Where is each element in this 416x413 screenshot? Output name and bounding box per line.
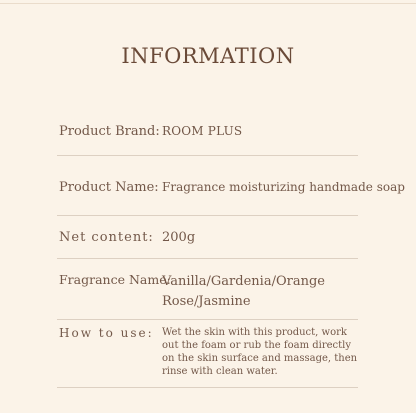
divider xyxy=(57,387,358,388)
how-to-use-label: How to use: xyxy=(59,326,154,340)
divider xyxy=(57,319,358,320)
product-name-value: Fragrance moisturizing handmade soap xyxy=(162,180,405,194)
product-brand-value: ROOM PLUS xyxy=(162,124,243,138)
page-title: INFORMATION xyxy=(121,44,295,68)
fragrance-name-label: Fragrance Name: xyxy=(59,272,171,287)
product-name-label: Product Name: xyxy=(59,180,159,195)
net-content-value: 200g xyxy=(162,230,196,245)
net-content-label: Net content: xyxy=(59,230,154,245)
fragrance-name-value xyxy=(162,272,325,312)
how-to-use-value: Wet the skin with this product, work out the foam or rub the foam directly on the skin surface and massage, then rinse with clean water. xyxy=(162,327,358,377)
fragrance-name-line-2: Rose/Jasmine xyxy=(162,294,251,309)
product-brand-label: Product Brand: xyxy=(59,124,160,139)
top-divider xyxy=(0,3,416,4)
fragrance-name-line-1: Vanilla/Gardenia/Orange xyxy=(162,274,325,289)
divider xyxy=(57,155,358,156)
divider xyxy=(57,215,358,216)
divider xyxy=(57,258,358,259)
